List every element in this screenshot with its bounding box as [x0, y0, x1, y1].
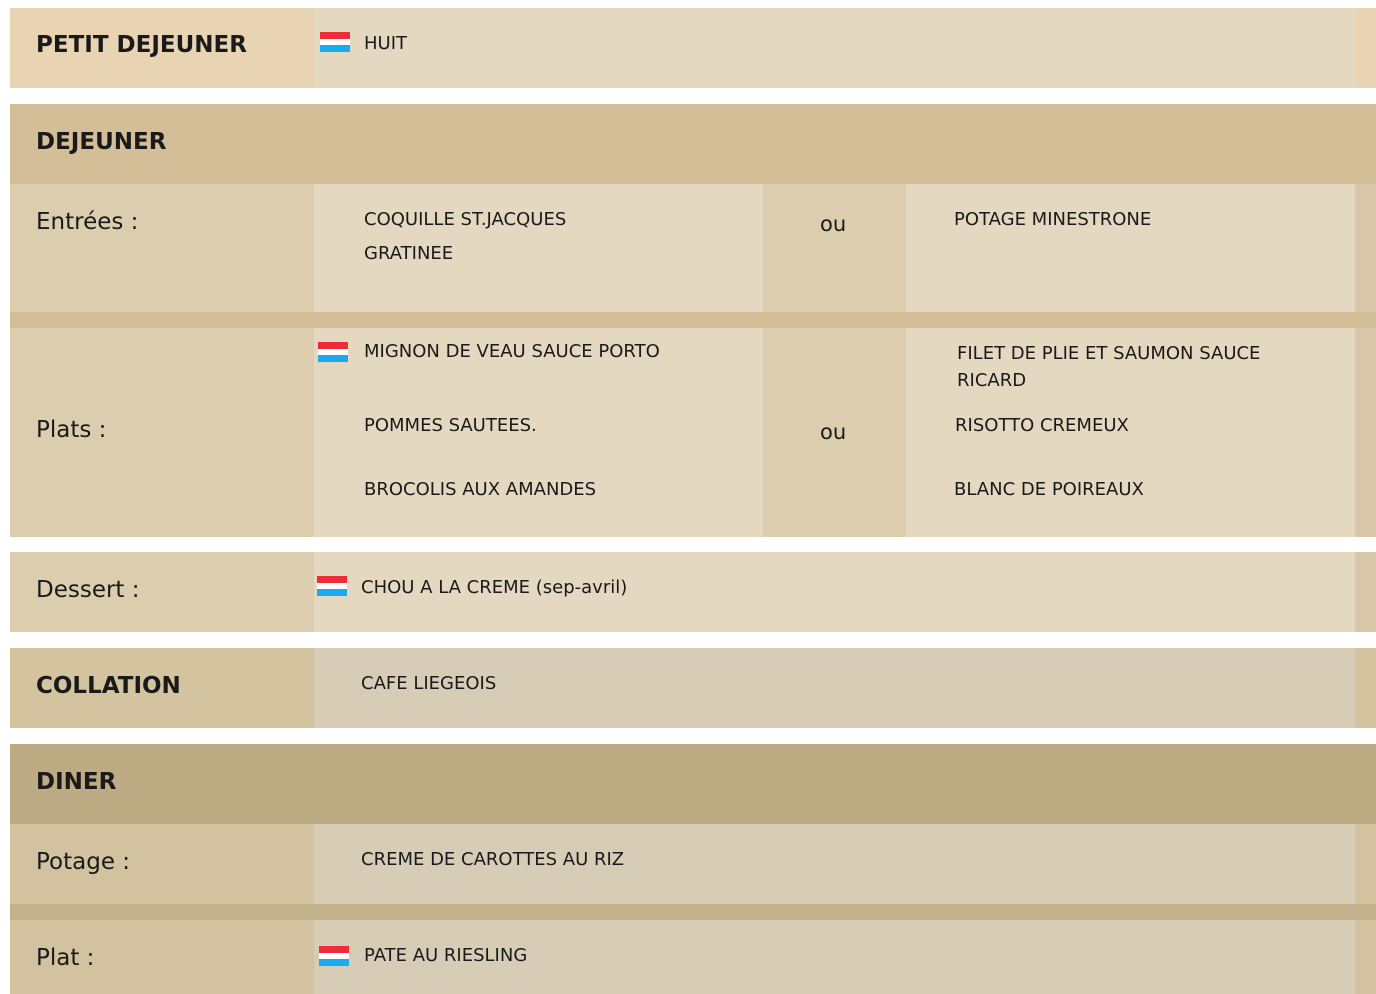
plats-or-text: ou: [820, 420, 847, 444]
plat-label: Plat :: [36, 945, 95, 971]
entrees-option1-line1: COQUILLE ST.JACQUES: [364, 209, 567, 230]
dessert-edge: [1355, 552, 1376, 632]
entrees-label-cell: [10, 184, 314, 312]
plats-option2-line1: FILET DE PLIE ET SAUMON SAUCE: [957, 343, 1261, 364]
luxembourg-flag-icon: [318, 342, 348, 362]
petit-dejeuner-content-cell: [314, 8, 1355, 88]
plats-option2-line4: BLANC DE POIREAUX: [954, 479, 1144, 500]
plats-option1-line3: BROCOLIS AUX AMANDES: [364, 479, 597, 500]
entrees-label: Entrées :: [36, 209, 139, 235]
plat-item: PATE AU RIESLING: [364, 945, 528, 966]
plats-option2-line3: RISOTTO CREMEUX: [955, 415, 1129, 436]
entrees-option1-line2: GRATINEE: [364, 243, 454, 264]
entrees-option2: POTAGE MINESTRONE: [954, 209, 1152, 230]
luxembourg-flag-icon: [317, 576, 347, 596]
petit-dejeuner-edge: [1355, 8, 1376, 88]
dejeuner-separator: [10, 312, 1376, 328]
entrees-or-text: ou: [820, 212, 847, 236]
dessert-label: Dessert :: [36, 577, 140, 603]
diner-title: DINER: [36, 769, 117, 795]
plats-option1-line2: POMMES SAUTEES.: [364, 415, 537, 436]
potage-label: Potage :: [36, 849, 131, 875]
petit-dejeuner-item: HUIT: [364, 33, 408, 54]
dejeuner-title: DEJEUNER: [36, 129, 167, 155]
plat-edge: [1355, 920, 1376, 994]
entrees-option2-cell: [906, 184, 1355, 312]
collation-edge: [1355, 648, 1376, 728]
diner-header-bg: [10, 744, 1376, 824]
plats-option1-line1: MIGNON DE VEAU SAUCE PORTO: [364, 341, 660, 362]
plats-option2-line2: RICARD: [957, 370, 1027, 391]
diner-separator: [10, 904, 1376, 920]
plats-label: Plats :: [36, 417, 107, 443]
dessert-item: CHOU A LA CREME (sep-avril): [361, 577, 628, 598]
entrees-ou-cell: [763, 184, 906, 312]
diner-section: [10, 744, 1376, 994]
entrees-edge: [1355, 184, 1376, 312]
plats-edge: [1355, 328, 1376, 537]
luxembourg-flag-icon: [320, 32, 350, 52]
dessert-section: [10, 552, 1376, 632]
collation-title: COLLATION: [36, 673, 181, 699]
potage-item: CREME DE CAROTTES AU RIZ: [361, 849, 625, 870]
petit-dejeuner-title: PETIT DEJEUNER: [36, 32, 247, 58]
dejeuner-header-bg: [10, 104, 1376, 184]
potage-edge: [1355, 824, 1376, 904]
luxembourg-flag-icon: [319, 946, 349, 966]
dejeuner-section: [10, 104, 1376, 537]
petit-dejeuner-section: [10, 8, 1376, 88]
collation-section: [10, 648, 1376, 728]
collation-item: CAFE LIEGEOIS: [361, 673, 497, 694]
